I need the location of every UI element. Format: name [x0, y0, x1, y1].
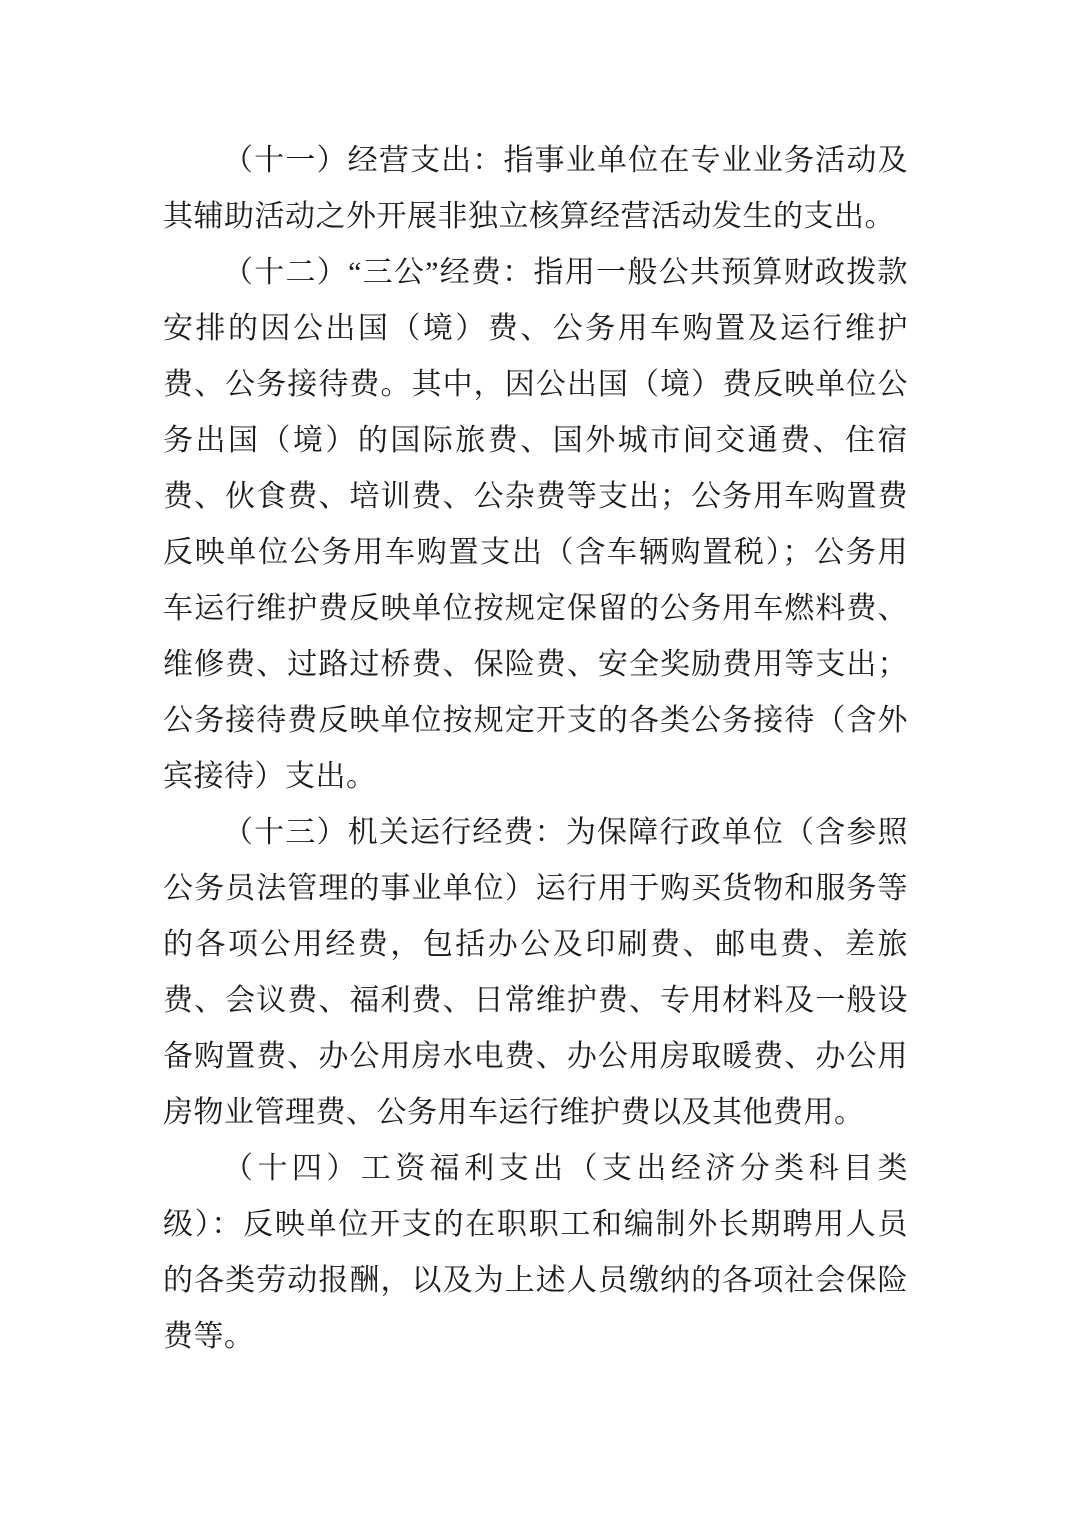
paragraph-item-13: （十三）机关运行经费：为保障行政单位（含参照公务员法管理的事业单位）运行用于购买货物和服务等的各项公用经费，包括办公及印刷费、邮电费、差旅费、会议费、福利费、日常维护费、专用材料及一般设备购置费、办公用房水电费、办公用房取暖费、办公用房物业管理费、公务用车运行维护费以及其他费用。 [163, 816, 908, 1129]
paragraph-item-11: （十一）经营支出：指事业单位在专业业务活动及其辅助活动之外开展非独立核算经营活动发生的支出。 [163, 144, 908, 233]
paragraph-item-14: （十四）工资福利支出（支出经济分类科目类级）：反映单位开支的在职职工和编制外长期聘用人员的各类劳动报酬，以及为上述人员缴纳的各项社会保险费等。 [163, 1152, 908, 1353]
paragraph-item-12: （十二）“三公”经费：指用一般公共预算财政拨款安排的因公出国（境）费、公务用车购置及运行维护费、公务接待费。其中，因公出国（境）费反映单位公务出国（境）的国际旅费、国外城市间交通费、住宿费、伙食费、培训费、公杂费等支出；公务用车购置费反映单位公务用车购置支出（含车辆购置税）；公务用车运行维护费反映单位按规定保留的公务用车燃料费、维修费、过路过桥费、保险费、安全奖励费用等支出；公务接待费反映单位按规定开支的各类公务接待（含外宾接待）支出。 [163, 256, 908, 793]
document-body [163, 133, 908, 1365]
